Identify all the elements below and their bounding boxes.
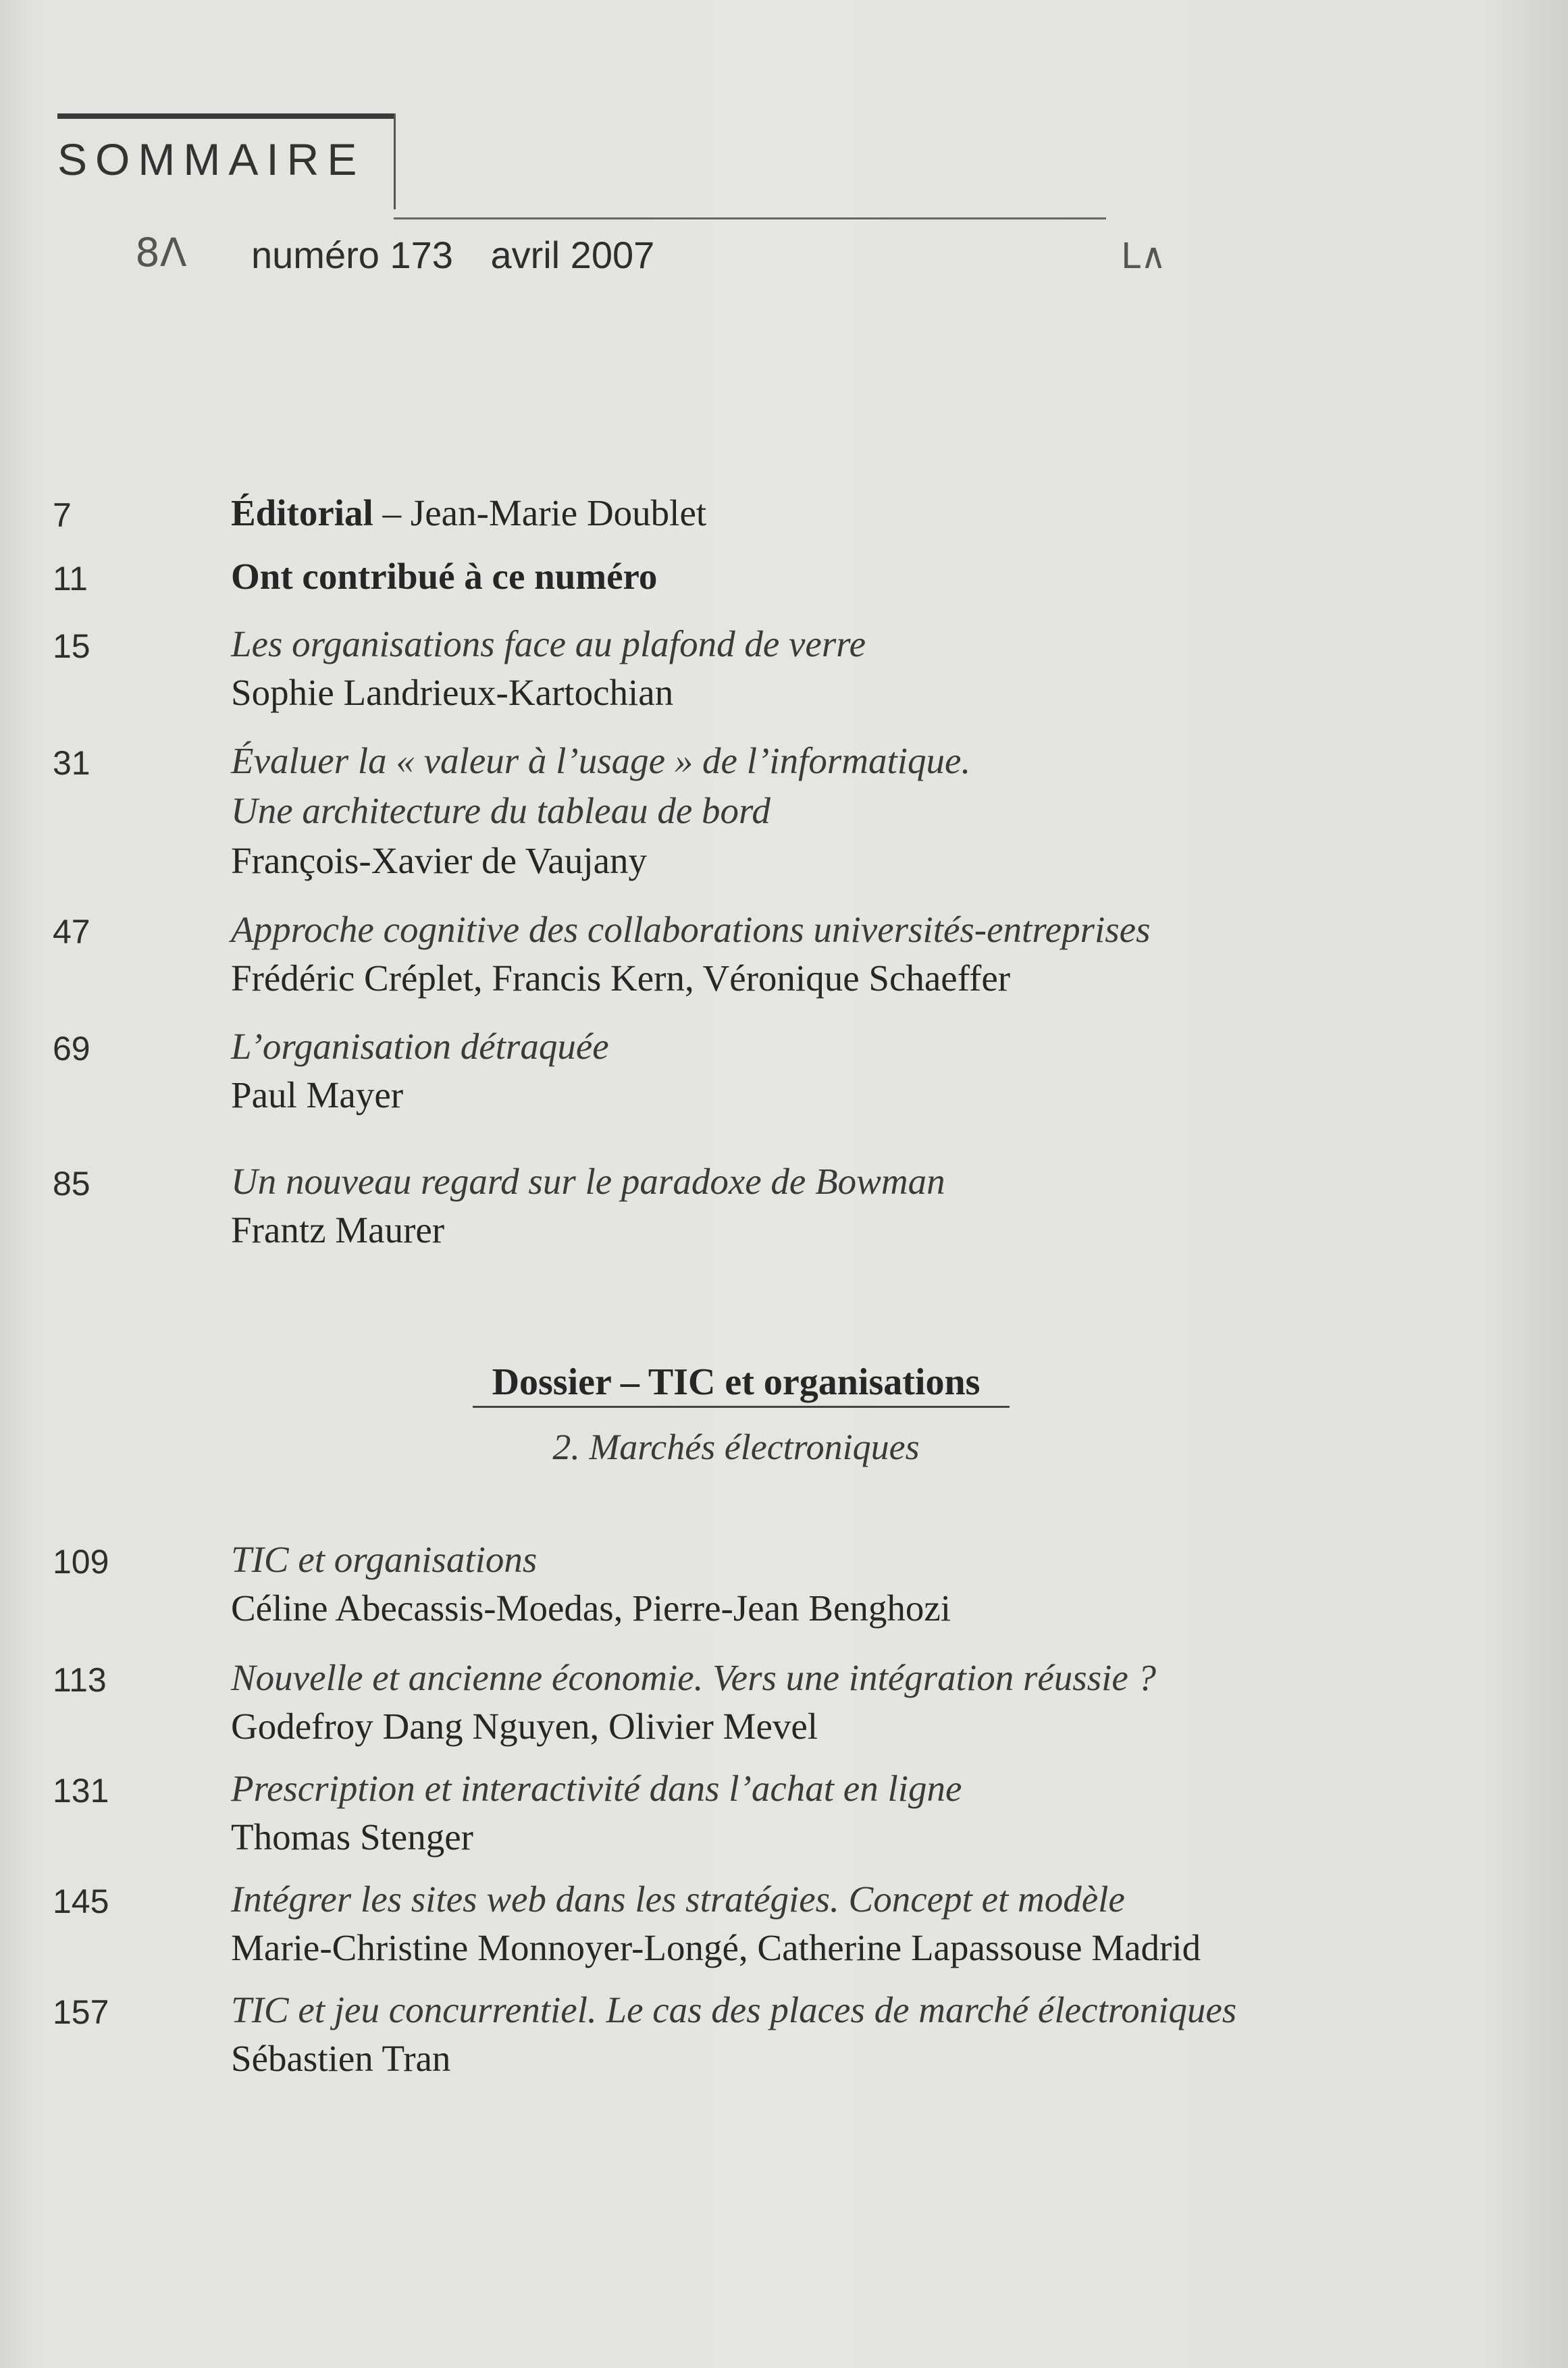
page-number: 85 bbox=[53, 1165, 90, 1203]
page-number: 31 bbox=[53, 744, 90, 782]
entry-author: Céline Abecassis-Moedas, Pierre-Jean Benghozi bbox=[231, 1587, 951, 1629]
page-number: 109 bbox=[53, 1543, 109, 1581]
page-number: 69 bbox=[53, 1030, 90, 1068]
entry-author: François-Xavier de Vaujany bbox=[231, 840, 648, 881]
entry-author: Godefroy Dang Nguyen, Olivier Mevel bbox=[231, 1706, 818, 1747]
entry-lead: Éditorial bbox=[231, 492, 373, 533]
entry-subtitle: Une architecture du tableau de bord bbox=[231, 790, 770, 831]
dossier-title: Dossier – TIC et organisations bbox=[492, 1361, 981, 1403]
page-number: 145 bbox=[53, 1883, 109, 1920]
page-number: 11 bbox=[53, 560, 88, 598]
entry-title bbox=[231, 492, 706, 534]
header-top-rule bbox=[57, 113, 395, 119]
entry-title: Approche cognitive des collaborations universités-entreprises bbox=[231, 909, 1151, 950]
page-number: 7 bbox=[53, 496, 72, 534]
entry-title: L’organisation détraquée bbox=[231, 1026, 609, 1067]
page-number: 157 bbox=[53, 1993, 109, 2031]
entry-author: – Jean-Marie Doublet bbox=[373, 492, 707, 533]
header-box-edge bbox=[394, 113, 396, 209]
entry-author: Frédéric Créplet, Francis Kern, Véronique Schaeffer bbox=[231, 957, 1011, 999]
issue-line bbox=[251, 233, 681, 277]
issue-date: avril 2007 bbox=[490, 234, 655, 276]
page-number: 47 bbox=[53, 913, 90, 951]
entry-title: Ont contribué à ce numéro bbox=[231, 556, 658, 597]
page-number: 113 bbox=[53, 1661, 107, 1699]
entry-title: Un nouveau regard sur le paradoxe de Bowman bbox=[231, 1161, 945, 1202]
entry-author: Thomas Stenger bbox=[231, 1816, 473, 1858]
entry-title: Prescription et interactivité dans l’achat en ligne bbox=[231, 1768, 962, 1809]
entry-author: Paul Mayer bbox=[231, 1074, 404, 1115]
page-number: 15 bbox=[53, 627, 90, 665]
header-bottom-rule bbox=[394, 217, 1106, 219]
handwritten-annotation-right: ᒪ∧ bbox=[1121, 236, 1167, 277]
entry-author: Sébastien Tran bbox=[231, 2038, 451, 2079]
issue-number: numéro 173 bbox=[251, 234, 453, 276]
entry-title: Nouvelle et ancienne économie. Vers une intégration réussie ? bbox=[231, 1657, 1157, 1698]
entry-author: Frantz Maurer bbox=[231, 1209, 445, 1251]
entry-title: Les organisations face au plafond de verre bbox=[231, 623, 866, 664]
handwritten-annotation-left: 8Λ bbox=[135, 230, 187, 275]
entry-author: Marie-Christine Monnoyer-Longé, Catherine Lapassouse Madrid bbox=[231, 1927, 1201, 1968]
entry-title: Évaluer la « valeur à l’usage » de l’informatique. bbox=[231, 740, 971, 781]
entry-author: Sophie Landrieux-Kartochian bbox=[231, 672, 674, 713]
entry-title: Intégrer les sites web dans les stratégies. Concept et modèle bbox=[231, 1878, 1125, 1920]
dossier-underline bbox=[473, 1406, 1010, 1408]
section-title: SOMMAIRE bbox=[57, 134, 365, 184]
entry-title: TIC et organisations bbox=[231, 1539, 538, 1580]
page-number: 131 bbox=[53, 1772, 109, 1810]
entry-title: TIC et jeu concurrentiel. Le cas des places de marché électroniques bbox=[231, 1989, 1237, 2030]
dossier-subtitle: 2. Marchés électroniques bbox=[552, 1427, 920, 1467]
